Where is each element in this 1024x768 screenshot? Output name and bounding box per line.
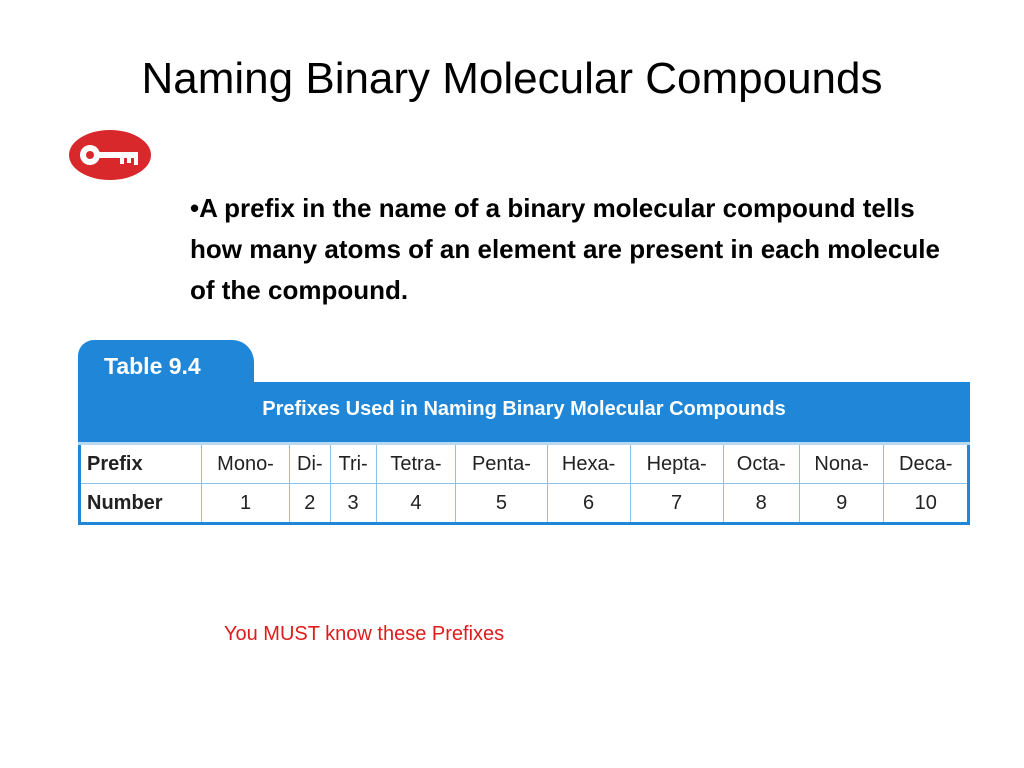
table-title: Prefixes Used in Naming Binary Molecular Compounds	[262, 398, 786, 420]
table-number: Table 9.4	[104, 353, 201, 379]
prefix-cell: Hepta-	[630, 444, 723, 484]
reminder-note: You MUST know these Prefixes	[224, 623, 505, 645]
prefix-table	[78, 442, 970, 525]
prefix-cell: Di-	[290, 444, 331, 484]
number-cell: 7	[630, 484, 723, 524]
number-cell: 6	[547, 484, 630, 524]
table-title-bar	[78, 382, 970, 442]
prefix-cell: Mono-	[202, 444, 290, 484]
prefix-cell: Penta-	[456, 444, 547, 484]
prefix-cell: Octa-	[723, 444, 799, 484]
table-row-number	[80, 484, 969, 524]
number-cell: 1	[202, 484, 290, 524]
number-cell: 3	[330, 484, 376, 524]
bullet-point	[190, 188, 970, 311]
number-cell: 4	[376, 484, 456, 524]
key-icon	[68, 129, 152, 181]
prefix-table-figure	[77, 330, 973, 530]
number-cell: 5	[456, 484, 547, 524]
prefix-cell: Tetra-	[376, 444, 456, 484]
row-header-number: Number	[80, 484, 202, 524]
slide-title: Naming Binary Molecular Compounds	[141, 54, 883, 103]
prefix-cell: Deca-	[884, 444, 969, 484]
number-cell: 9	[799, 484, 884, 524]
number-cell: 2	[290, 484, 331, 524]
prefix-cell: Hexa-	[547, 444, 630, 484]
prefix-cell: Tri-	[330, 444, 376, 484]
bullet-mark: •	[190, 193, 200, 223]
row-header-prefix: Prefix	[80, 444, 202, 484]
number-cell: 8	[723, 484, 799, 524]
number-cell: 10	[884, 484, 969, 524]
table-row-prefix	[80, 444, 969, 484]
bullet-text: A prefix in the name of a binary molecular compound tells how many atoms of an element are present in each molecule of the compound.	[190, 193, 940, 305]
prefix-cell: Nona-	[799, 444, 884, 484]
